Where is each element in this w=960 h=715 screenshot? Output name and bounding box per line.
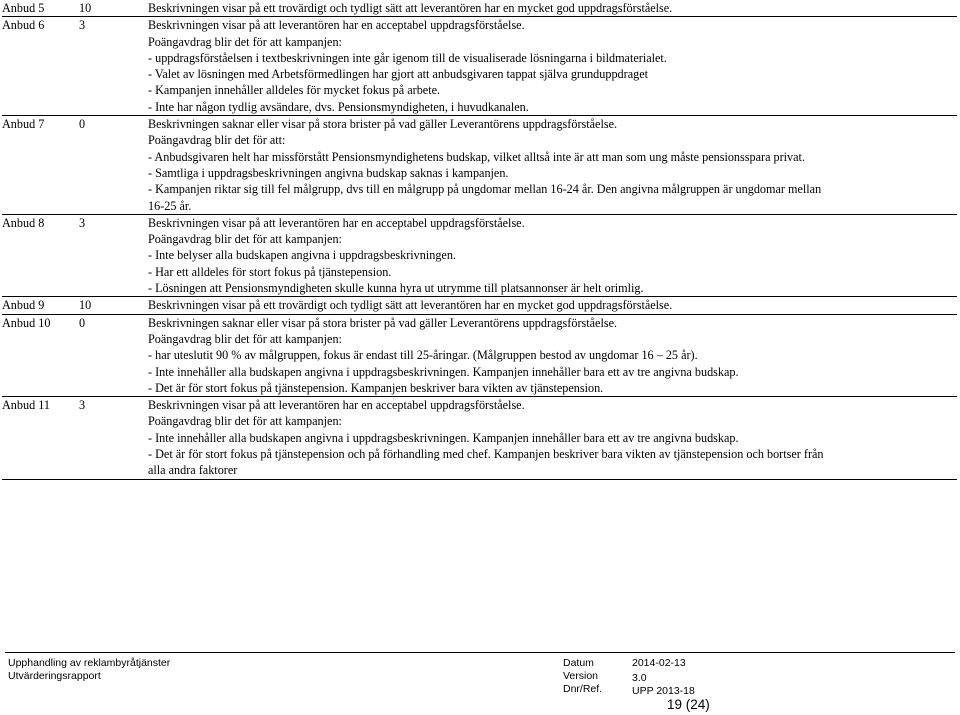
description-line: Poängavdrag blir det för att kampanjen: (148, 232, 342, 247)
description-line: - Det är för stort fokus på tjänstepension. Kampanjen beskriver bara vikten av tjänstepension. (148, 380, 604, 395)
description-line: - Kampanjen riktar sig till fel målgrupp, dvs till en målgrupp på ungdomar mellan 16-24 år. Den angivna målgruppen är ungdomar mellan (148, 182, 822, 197)
bid-description (148, 397, 957, 479)
description-line: - Inte innehåller alla budskapen angivna i uppdragsbeskrivningen. Kampanjen innehåller bara ett av tre angivna budskap. (148, 430, 739, 445)
description-line: - uppdragsförståelsen i textbeskrivningen inte går igenom till de visualiserade lösningarna i bildmaterialet. (148, 50, 667, 65)
table-row (2, 116, 957, 215)
bid-score: 3 (79, 214, 148, 296)
description-line: Beskrivningen visar på att leverantören har en acceptabel uppdragsförståelse. (148, 18, 525, 33)
description-line: alla andra faktorer (148, 463, 238, 478)
description-line: - Valet av lösningen med Arbetsförmedlingen har gjort att anbudsgivaren tappat själva grunduppdraget (148, 67, 649, 82)
bid-name: Anbud 10 (2, 314, 79, 396)
bid-score: 10 (79, 297, 148, 314)
bid-description (148, 116, 957, 215)
table-row (2, 397, 957, 479)
bid-description (148, 214, 957, 296)
description-line: - har uteslutit 90 % av målgruppen, fokus är endast till 25-åringar. (Målgruppen bestod av ungdomar 16 – 25 år). (148, 348, 698, 363)
description-line: Beskrivningen saknar eller visar på stora brister på vad gäller Leverantörens uppdragsförståelse. (148, 117, 618, 132)
bid-description (148, 0, 957, 17)
description-line: Beskrivningen visar på att leverantören har en acceptabel uppdragsförståelse. (148, 215, 525, 230)
evaluation-table (2, 0, 957, 480)
description-line: Beskrivningen visar på ett trovärdigt och tydligt sätt att leverantören har en mycket god uppdragsförståelse. (148, 1, 673, 15)
reference-label: Dnr/Ref. (563, 683, 603, 695)
description-line: Beskrivningen visar på ett trovärdigt och tydligt sätt att leverantören har en mycket god uppdragsförståelse. (148, 298, 673, 313)
bid-description (148, 314, 957, 396)
description-line: Poängavdrag blir det för att kampanjen: (148, 34, 342, 49)
page-number: 19 (24) (667, 697, 710, 712)
description-line: - Anbudsgivaren helt har missförstått Pensionsmyndighetens budskap, vilket alltså inte är att man som ung måste pensionsspara privat. (148, 149, 805, 164)
description-line: - Samtliga i uppdragsbeskrivningen angivna budskap saknas i kampanjen. (148, 165, 509, 180)
description-line: Beskrivningen visar på att leverantören har en acceptabel uppdragsförståelse. (148, 398, 525, 413)
bid-description (148, 17, 957, 116)
bid-score: 0 (79, 314, 148, 396)
description-line: - Lösningen att Pensionsmyndigheten skulle kunna hyra ut utrymme till platsannonser är helt orimlig. (148, 281, 644, 296)
table-row (2, 314, 957, 396)
description-line: Poängavdrag blir det för att kampanjen: (148, 414, 342, 429)
description-line: - Inte har någon tydlig avsändare, dvs. Pensionsmyndigheten, i huvudkanalen. (148, 99, 529, 114)
bid-name: Anbud 9 (2, 297, 79, 314)
description-line: 16-25 år. (148, 198, 192, 213)
bid-score: 3 (79, 17, 148, 116)
document-subtitle: Utvärderingsrapport (8, 670, 101, 682)
version-label: Version (563, 670, 599, 682)
document-title: Upphandling av reklambyråtjänster (8, 657, 171, 669)
description-line: Beskrivningen saknar eller visar på stora brister på vad gäller Leverantörens uppdragsförståelse. (148, 315, 618, 330)
description-line: Poängavdrag blir det för att kampanjen: (148, 331, 342, 346)
bid-score: 0 (79, 116, 148, 215)
table-row (2, 214, 957, 296)
page-footer (0, 648, 960, 715)
bid-name: Anbud 5 (2, 0, 79, 17)
bid-score: 3 (79, 397, 148, 479)
date-value: 2014-02-13 (632, 657, 686, 669)
version-value: 3.0 (632, 672, 647, 684)
description-line: - Inte belyser alla budskapen angivna i uppdragsbeskrivningen. (148, 248, 456, 263)
footer-divider (5, 652, 955, 653)
bid-name: Anbud 11 (2, 397, 79, 479)
table-row (2, 297, 957, 314)
bid-name: Anbud 7 (2, 116, 79, 215)
bid-score: 10 (79, 0, 148, 17)
bid-description (148, 297, 957, 314)
description-line: Poängavdrag blir det för att: (148, 133, 286, 148)
date-label: Datum (563, 657, 594, 669)
bid-name: Anbud 8 (2, 214, 79, 296)
description-line: - Har ett alldeles för stort fokus på tjänstepension. (148, 264, 392, 279)
reference-value: UPP 2013-18 (632, 685, 695, 697)
table-row (2, 0, 957, 17)
bid-name: Anbud 6 (2, 17, 79, 116)
description-line: - Inte innehåller alla budskapen angivna i uppdragsbeskrivningen. Kampanjen innehåller bara ett av tre angivna budskap. (148, 364, 739, 379)
description-line: - Det är för stort fokus på tjänstepension och på förhandling med chef. Kampanjen beskriver bara vikten av tjänstepension och bortser från (148, 447, 824, 462)
description-line: - Kampanjen innehåller alldeles för mycket fokus på arbete. (148, 83, 441, 98)
table-row (2, 17, 957, 116)
